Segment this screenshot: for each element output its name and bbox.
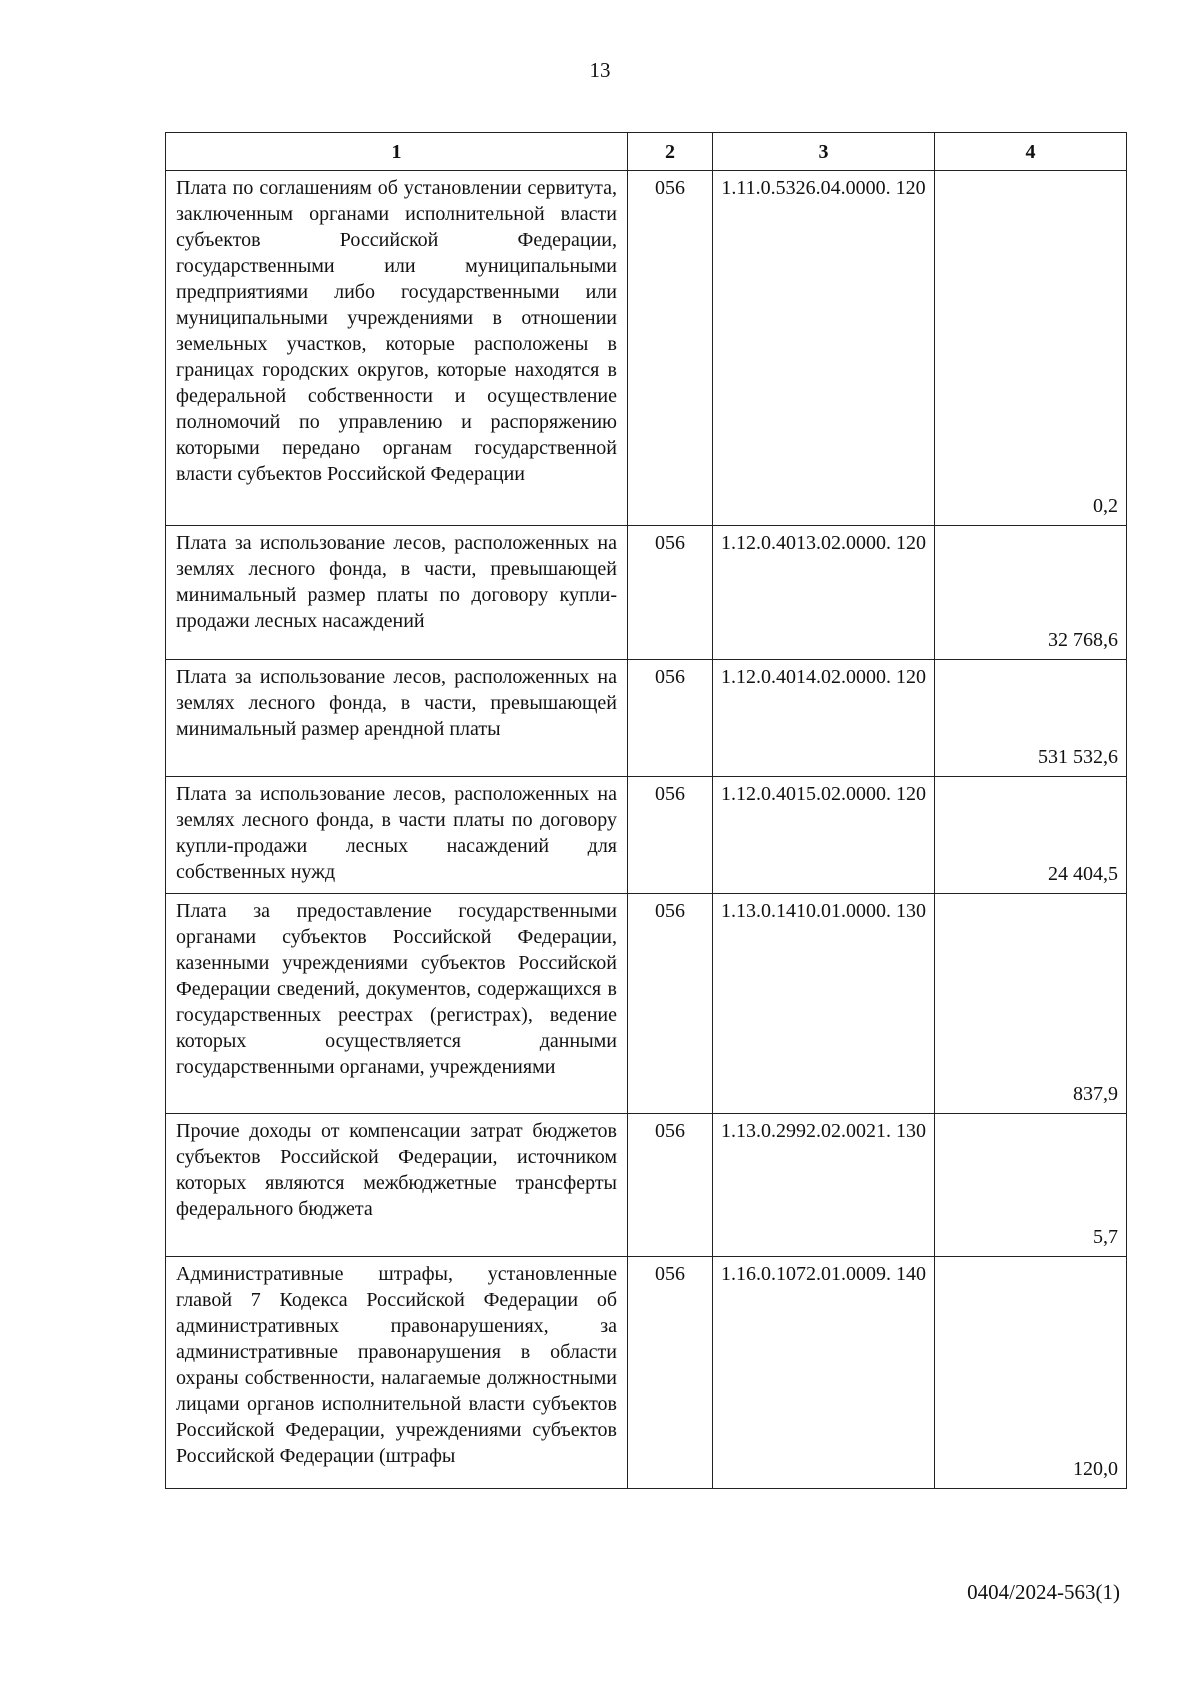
revenue-name-cell: Административные штрафы, установленные главой 7 Кодекса Российской Федерации об административных правонарушениях, за административные правонарушения в области охраны собственности, налагаемые должностными лицами органов исполнительной власти субъектов Российской Федерации, учреждениями субъектов Российской Федерации (штрафы (166, 1257, 628, 1489)
budget-code-cell: 1.12.0.4014.02.0000. 120 (713, 660, 935, 777)
column-header-3: 3 (713, 133, 935, 171)
table-row (166, 1257, 1127, 1489)
amount-cell: 32 768,6 (935, 526, 1127, 660)
revenue-name-cell: Плата за использование лесов, расположенных на землях лесного фонда, в части, превышающей минимальный размер арендной платы (166, 660, 628, 777)
table-row (166, 660, 1127, 777)
revenue-name-cell: Прочие доходы от компенсации затрат бюджетов субъектов Российской Федерации, источником которых являются межбюджетные трансферты федерального бюджета (166, 1114, 628, 1257)
page-number: 13 (589, 58, 611, 82)
admin-code-cell: 056 (628, 171, 713, 526)
admin-code-cell: 056 (628, 777, 713, 894)
amount-cell: 837,9 (935, 894, 1127, 1114)
revenue-name-cell: Плата за использование лесов, расположенных на землях лесного фонда, в части платы по договору купли-продажи лесных насаждений для собственных нужд (166, 777, 628, 894)
document-number: 0404/2024-563(1) (967, 1580, 1120, 1604)
budget-code-cell: 1.16.0.1072.01.0009. 140 (713, 1257, 935, 1489)
amount-cell: 531 532,6 (935, 660, 1127, 777)
revenue-name-cell: Плата за использование лесов, расположенных на землях лесного фонда, в части, превышающей минимальный размер платы по договору купли-продажи лесных насаждений (166, 526, 628, 660)
revenue-name-cell: Плата за предоставление государственными органами субъектов Российской Федерации, казенными учреждениями субъектов Российской Федерации сведений, документов, содержащихся в государственных реестрах (регистрах), ведение которых осуществляется данными государственными органами, учреждениями (166, 894, 628, 1114)
admin-code-cell: 056 (628, 526, 713, 660)
admin-code-cell: 056 (628, 1257, 713, 1489)
amount-cell: 0,2 (935, 171, 1127, 526)
revenue-table (165, 132, 1127, 1489)
table-row (166, 894, 1127, 1114)
budget-code-cell: 1.13.0.1410.01.0000. 130 (713, 894, 935, 1114)
revenue-name-cell: Плата по соглашениям об установлении сервитута, заключенным органами исполнительной власти субъектов Российской Федерации, государственными или муниципальными предприятиями либо государственными или муниципальными учреждениями в отношении земельных участков, которые расположены в границах городских округов, которые находятся в федеральной собственности и осуществление полномочий по управлению и распоряжению которыми передано органам государственной власти субъектов Российской Федерации (166, 171, 628, 526)
admin-code-cell: 056 (628, 1114, 713, 1257)
table-row (166, 777, 1127, 894)
amount-cell: 5,7 (935, 1114, 1127, 1257)
admin-code-cell: 056 (628, 894, 713, 1114)
amount-cell: 120,0 (935, 1257, 1127, 1489)
budget-code-cell: 1.13.0.2992.02.0021. 130 (713, 1114, 935, 1257)
budget-code-cell: 1.12.0.4013.02.0000. 120 (713, 526, 935, 660)
table-row (166, 526, 1127, 660)
amount-cell: 24 404,5 (935, 777, 1127, 894)
table-row (166, 1114, 1127, 1257)
column-header-4: 4 (935, 133, 1127, 171)
column-header-2: 2 (628, 133, 713, 171)
table-header-row (166, 133, 1127, 171)
admin-code-cell: 056 (628, 660, 713, 777)
budget-code-cell: 1.12.0.4015.02.0000. 120 (713, 777, 935, 894)
column-header-1: 1 (166, 133, 628, 171)
budget-code-cell: 1.11.0.5326.04.0000. 120 (713, 171, 935, 526)
table-row (166, 171, 1127, 526)
